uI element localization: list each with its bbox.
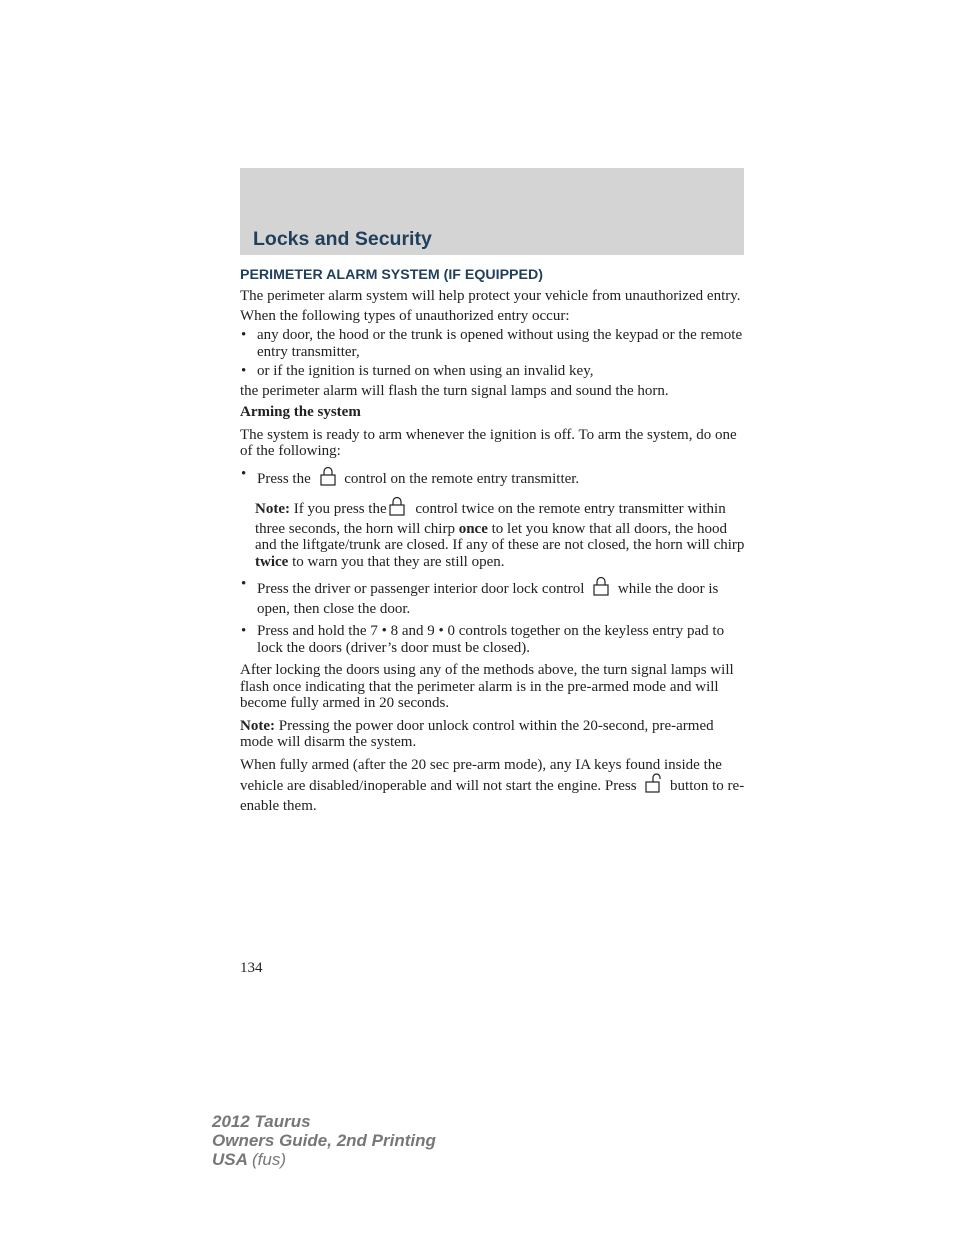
page-content — [240, 266, 746, 817]
note-block — [240, 496, 746, 570]
note-text: Pressing the power door unlock control within the 20-second, pre-armed mode will disarm the system. — [240, 717, 714, 750]
chapter-header-band — [240, 168, 744, 255]
lock-icon — [592, 576, 610, 601]
list-item: • any door, the hood or the trunk is opened without using the keypad or the remote entry transmitter, — [240, 327, 746, 360]
list-item-text: control on the remote entry transmitter. — [344, 470, 580, 487]
intro-paragraph: The perimeter alarm system will help protect your vehicle from unauthorized entry. — [240, 288, 741, 304]
footer-line: 2012 Taurus — [212, 1112, 311, 1131]
list-item-text: while the door is open, then close the door. — [257, 581, 719, 617]
note-text: If you press the — [293, 501, 387, 517]
note-label: Note: — [255, 501, 290, 517]
section-title: PERIMETER ALARM SYSTEM (IF EQUIPPED) — [240, 267, 543, 283]
note-emphasis: twice — [255, 553, 289, 570]
paragraph: After locking the doors using any of the methods above, the turn signal lamps will flash once indicating that the perimeter alarm is in the pre-armed mode and will become fully armed in 20 seconds. — [240, 662, 734, 711]
footer-region-code: (fus) — [252, 1150, 286, 1169]
paragraph — [240, 757, 746, 815]
lock-icon — [388, 496, 406, 521]
list-item-text: Press the — [257, 470, 311, 487]
footer — [212, 1112, 436, 1169]
unlock-icon — [644, 773, 662, 798]
chapter-title: Locks and Security — [253, 228, 432, 250]
note-text: control twice on the remote entry transmitter within three seconds, the horn will chirp — [255, 501, 726, 537]
paragraph: the perimeter alarm will flash the turn signal lamps and sound the horn. — [240, 382, 669, 399]
note-label: Note: — [240, 717, 275, 734]
note-paragraph — [240, 718, 746, 751]
subsection-heading: Arming the system — [240, 404, 361, 420]
list-item: • Press and hold the 7 • 8 and 9 • 0 controls together on the keyless entry pad to lock the doors (driver’s door must be closed). — [240, 623, 746, 656]
list-item: • or if the ignition is turned on when using an invalid key, — [240, 363, 746, 380]
paragraph-text: button to re-enable them. — [240, 778, 745, 814]
list-item — [240, 466, 746, 491]
note-text: to let you know that all doors, the hood and the liftgate/trunk are closed. If any of these are not closed, the horn will chirp — [255, 520, 745, 553]
footer-line: Owners Guide, 2nd Printing — [212, 1131, 436, 1150]
list-item — [240, 576, 746, 617]
paragraph: The system is ready to arm whenever the ignition is off. To arm the system, do one of the following: — [240, 426, 737, 459]
footer-line — [212, 1150, 436, 1169]
intro-paragraph: When the following types of unauthorized entry occur: — [240, 307, 570, 324]
lock-icon — [319, 466, 337, 491]
paragraph-text: When fully armed (after the 20 sec pre-arm mode), any IA keys found inside the vehicle are disabled/inoperable and will not start the engine. Press — [240, 756, 722, 794]
note-emphasis: once — [458, 520, 488, 537]
footer-region: USA — [212, 1150, 248, 1169]
list-item-text: Press the driver or passenger interior door lock control — [257, 581, 585, 597]
note-text: to warn you that they are still open. — [292, 553, 505, 570]
page-number: 134 — [240, 960, 263, 976]
